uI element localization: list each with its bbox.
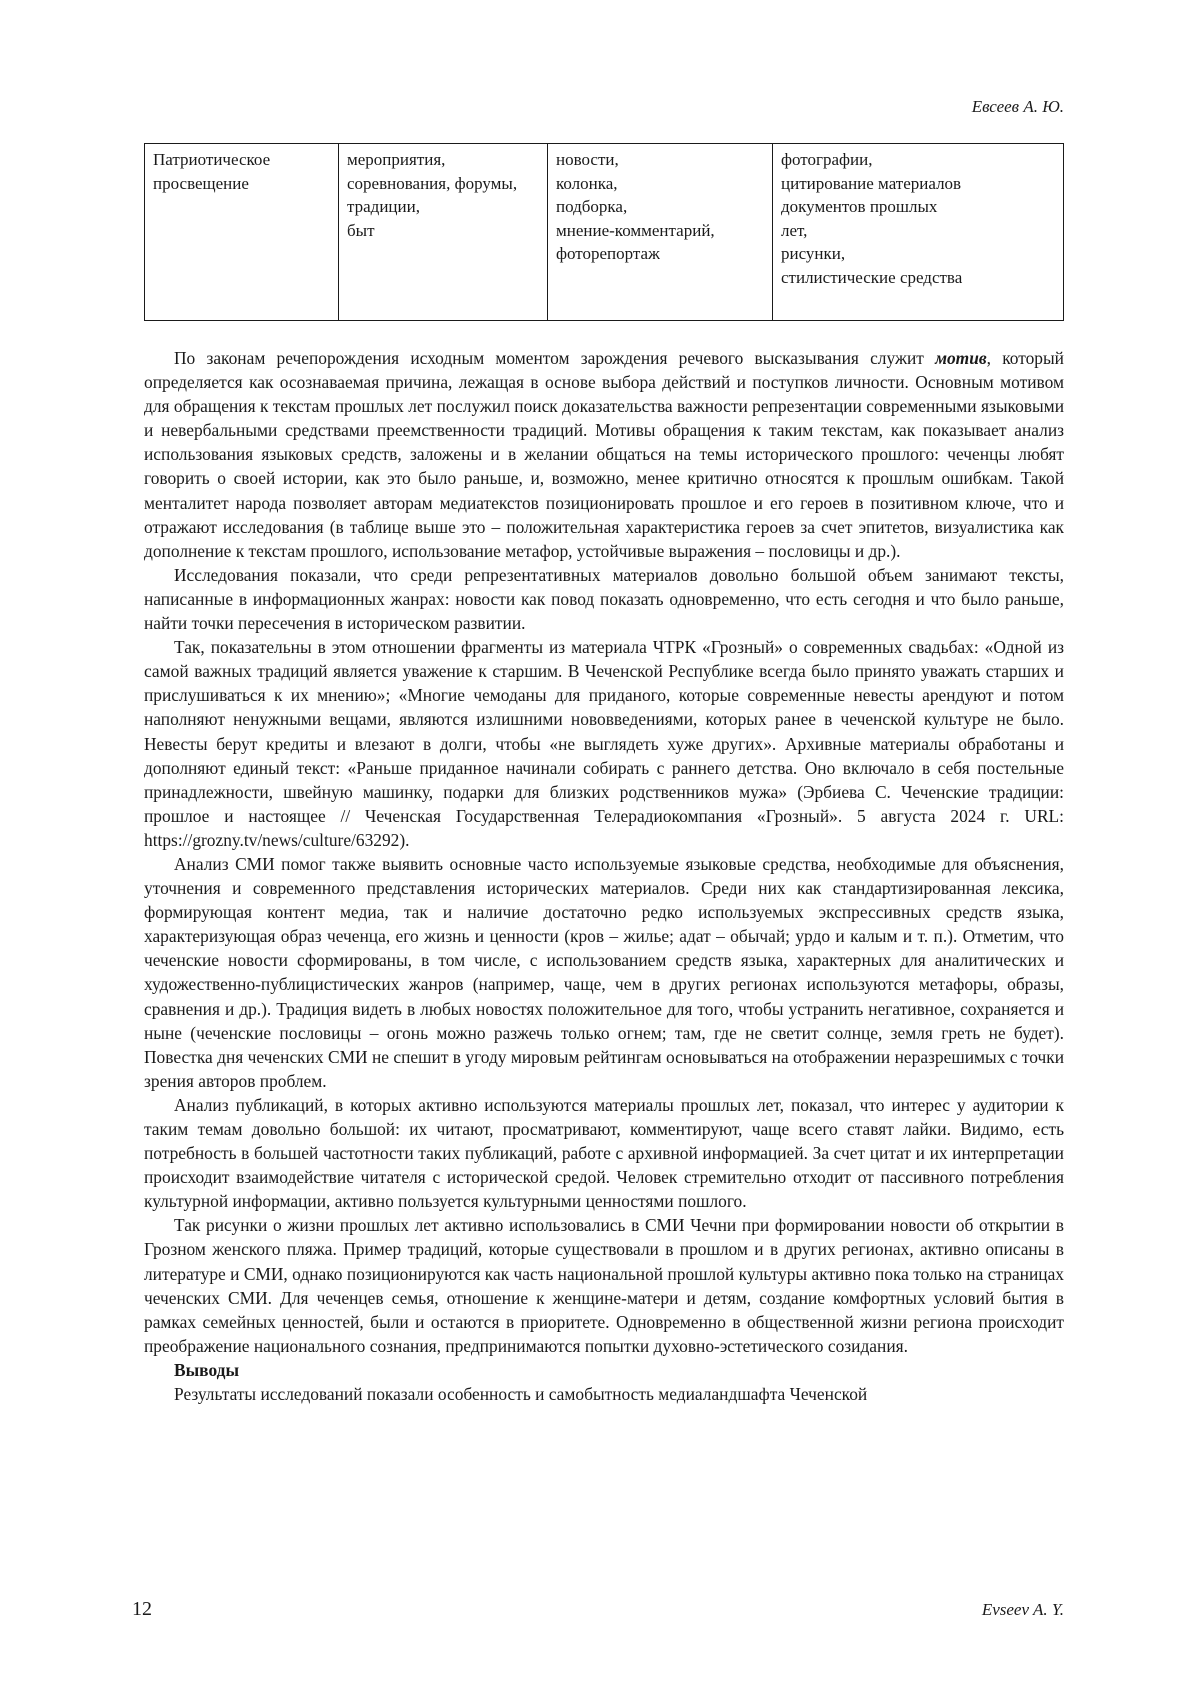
data-table xyxy=(144,143,1064,321)
paragraph: Так рисунки о жизни прошлых лет активно использовались в СМИ Чечни при формировании новости об открытии в Грозном женского пляжа. Пример традиций, которые существовали в прошлом и в других регионах, активно описаны в литературе и СМИ, однако позиционируются как часть национальной прошлой культуры активно пока только на страницах чеченских СМИ. Для чеченцев семья, отношение к женщине-матери и детям, создание комфортных условий бытия в рамках семейных ценностей, были и остаются в приоритете. Одновременно в общественной жизни региона происходит преображение национального сознания, предпринимаются попытки духовно-эстетического созидания. xyxy=(144,1215,1064,1356)
table-cell xyxy=(145,144,339,321)
section-heading: Выводы xyxy=(174,1359,240,1380)
table-cell xyxy=(339,144,548,321)
cell-text: Патриотическое просвещение xyxy=(153,150,271,193)
paragraph: Исследования показали, что среди репрезентативных материалов довольно большой объем занимают тексты, написанные в информационных жанрах: новости как повод показать одновременно, что есть сегодня и что было раньше, найти точки пересечения в историческом развитии. xyxy=(144,564,1064,634)
table-row xyxy=(145,144,1064,321)
paragraph: Анализ публикаций, в которых активно используются материалы прошлых лет, показал, что интерес у аудитории к таким темам довольно большой: их читают, просматривают, комментируют, чаще всего ставят лайки. Видимо, есть потребность в большей частотности таких публикаций, работе с архивной информацией. За счет цитат и их интерпретации происходит взаимодействие читателя с исторической средой. Человек стремительно отходит от пассивного потребления культурной информации, активно пользуется культурными ценностями пошлого. xyxy=(144,1094,1064,1212)
paragraph: Результаты исследований показали особенность и самобытность медиаландшафта Чеченской xyxy=(174,1384,868,1405)
paragraph: Анализ СМИ помог также выявить основные часто используемые языковые средства, необходимые для объяснения, уточнения и современного представления исторических материалов. Среди них как стандартизированная лексика, формирующая контент медиа, так и наличие достаточно редко используемых экспрессивных средств языка, характеризующая образ чеченца, его жизнь и ценности (кров – жилье; адат – обычай; урдо и калым и т. п.). Отметим, что чеченские новости сформированы, в том числе, с использованием средств языка, характерных для аналитических и художественно-публицистических жанров (например, чаще, чем в других регионах используются метафоры, образы, сравнения и др.). Традиция видеть в любых новостях положительное для того, чтобы устранить негативное, сохраняется и ныне (чеченские пословицы – огонь можно разжечь только огнем; там, где не светит солнце, земля греть не будет). Повестка дня чеченских СМИ не спешит в угоду мировым рейтингам основываться на отображении неразрешимых с точки зрения авторов проблем. xyxy=(144,853,1064,1091)
emphasized-term: мотив xyxy=(935,348,987,368)
cell-text: мероприятия, соревнования, форумы, традиции, быт xyxy=(347,150,518,240)
paragraph: Так, показательны в этом отношении фрагменты из материала ЧТРК «Грозный» о современных свадьбах: «Одной из самой важных традиций является уважение к старшим. В Чеченской Республике всегда было принято уважать старших и прислушиваться к их мнению»; «Многие чемоданы для приданого, которые современные невесты арендуют и потом наполняют ненужными вещами, являются излишними нововведениями, которых ранее в чеченской культуре не было. Невесты берут кредиты и влезают в долги, чтобы «не выглядеть хуже других». Архивные материалы обработаны и дополняют единый текст: «Раньше приданное начинали собирать с раннего детства. Оно включало в себя постельные принадлежности, швейную машинку, подарки для близких родственников мужа» (Эрбиева С. Чеченские традиции: прошлое и настоящее // Чеченская Государственная Телерадиокомпания «Грозный». 5 августа 2024 г. URL: https://grozny.tv/news/culture/63292). xyxy=(144,637,1064,850)
table-cell xyxy=(773,144,1064,321)
running-foot-author: Evseev A. Y. xyxy=(981,1600,1064,1619)
paragraph-text: , который определяется как осознаваемая причина, лежащая в основе выбора действий и поступков личности. Основным мотивом для обращения к текстам прошлых лет послужил поиск доказательства важности репрезентации современными языковыми и невербальными средствами преемственности традиций. Мотивы обращения к таким текстам, как показывает анализ использования языковых средств, заложены и в желании общаться на темы исторического прошлого: чеченцы любят говорить о своей истории, как это было раньше, и, возможно, менее критично относятся к прошлым ошибкам. Такой менталитет народа позволяет авторам медиатекстов позиционировать прошлое и его героев в позитивном ключе, что и отражают исследования (в таблице выше это – положительная характеристика героев за счет эпитетов, визуалистика как дополнение к текстам прошлого, использование метафор, устойчивые выражения – пословицы и др.). xyxy=(144,348,1064,561)
page-number: 12 xyxy=(132,1598,152,1620)
cell-text: новости, колонка, подборка, мнение-комментарий, фоторепортаж xyxy=(556,150,715,263)
body-text xyxy=(144,346,1064,1406)
running-head-author: Евсеев А. Ю. xyxy=(971,97,1064,116)
paragraph xyxy=(144,346,1064,563)
cell-text: фотографии, цитирование материалов документов прошлых лет, рисунки, стилистические средства xyxy=(781,150,963,287)
table-cell xyxy=(548,144,773,321)
paragraph-text: По законам речепорождения исходным моментом зарождения речевого высказывания служит xyxy=(174,348,936,368)
